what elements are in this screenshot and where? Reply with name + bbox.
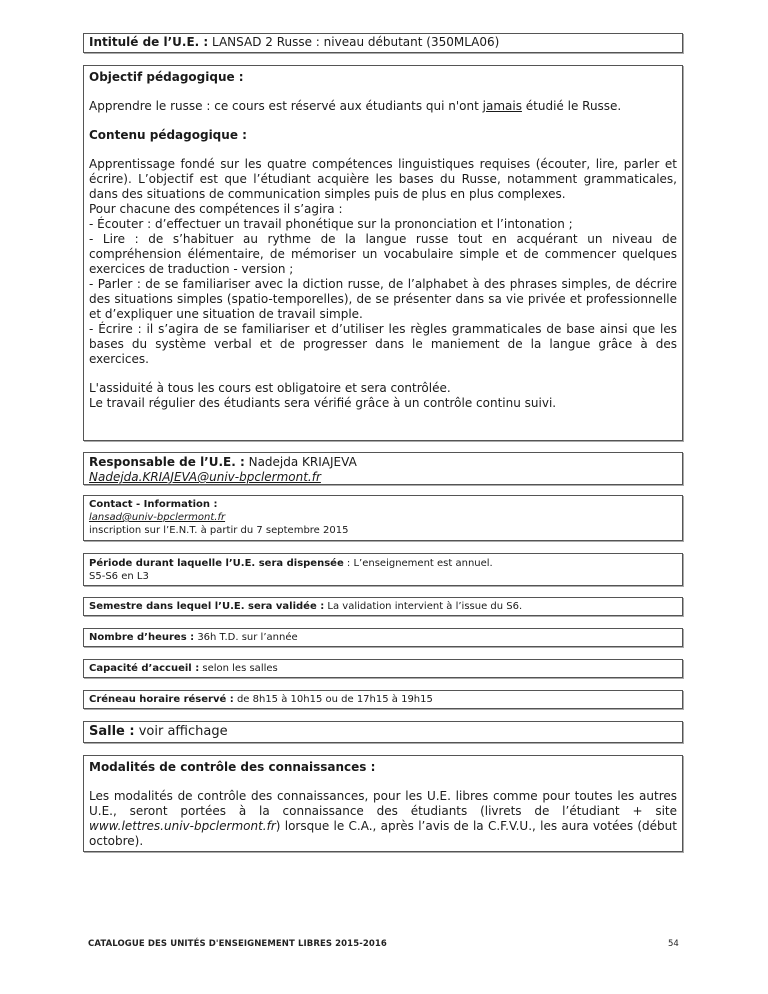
modalites-text [89, 789, 677, 849]
objectif-label: Objectif pédagogique : [89, 70, 244, 84]
semestre-box [83, 597, 683, 616]
heures-label: Nombre d’heures : [89, 632, 195, 643]
footer-catalogue-title: CATALOGUE DES UNITÉS D'ENSEIGNEMENT LIBRES 2015-2016 [88, 939, 387, 949]
intitule-label: Intitulé de l’U.E. : [89, 35, 209, 49]
objectif-contenu-box [83, 65, 683, 441]
contact-label: Contact - Information : [89, 499, 218, 510]
contenu-lead: Pour chacune des compétences il s’agira : [89, 202, 343, 216]
modalites-box [83, 755, 683, 852]
contact-box [83, 495, 683, 541]
capacite-box [83, 659, 683, 678]
semestre-label: Semestre dans lequel l’U.E. sera validée : [89, 601, 325, 612]
responsable-name: Nadejda KRIAJEVA [244, 455, 357, 469]
creneau-label: Créneau horaire réservé : [89, 694, 234, 705]
salle-label: Salle : [89, 724, 135, 739]
contact-inscription: inscription sur l’E.N.T. à partir du 7 septembre 2015 [89, 525, 349, 536]
footer-page-number: 54 [668, 939, 679, 949]
contenu-note-controle: Le travail régulier des étudiants sera vérifié grâce à un contrôle continu suivi. [89, 396, 557, 410]
responsable-email-link[interactable]: Nadejda.KRIAJEVA@univ-bpclermont.fr [89, 470, 321, 484]
responsable-box [83, 452, 683, 485]
periode-label: Période durant laquelle l’U.E. sera dispensée [89, 558, 344, 569]
contenu-item-parler: - Parler : de se familiariser avec la diction russe, de l’alphabet à des phrases simples, de décrire des situations simples (spatio-temporelles), de se présenter dans sa vie privée et professionnelle et d’expliquer une situation de travail simple. [89, 277, 677, 321]
creneau-box [83, 690, 683, 709]
intitule-value: LANSAD 2 Russe : niveau débutant (350MLA06) [208, 35, 500, 49]
heures-box [83, 628, 683, 647]
capacite-value: selon les salles [199, 663, 278, 674]
contenu-intro: Apprentissage fondé sur les quatre compétences linguistiques requises (écouter, lire, parler et écrire). L’objectif est que l’étudiant acquière les bases du Russe, notamment grammaticales, dans des situations de communication simples puis de plus en plus complexes. [89, 157, 677, 201]
heures-value: 36h T.D. sur l’année [194, 632, 298, 643]
contenu-item-lire: - Lire : de s’habituer au rythme de la langue russe tout en acquérant un niveau de compréhension élémentaire, de mémoriser un vocabulaire simple et de commencer quelques exercices de traduction - version ; [89, 232, 677, 276]
salle-box [83, 721, 683, 743]
objectif-emphasis: jamais [482, 99, 522, 113]
capacite-label: Capacité d’accueil : [89, 663, 200, 674]
lettres-website-link[interactable]: www.lettres.univ-bpclermont.fr [89, 819, 276, 833]
contenu-item-ecrire: - Écrire : il s’agira de se familiariser et d’utiliser les règles grammaticales de base ainsi que les bases du système verbal et de progresser dans le maniement de la langue grâce à des exercices. [89, 322, 677, 366]
objectif-text-after: étudié le Russe. [521, 99, 622, 113]
modalites-label: Modalités de contrôle des connaissances : [89, 760, 376, 774]
creneau-value: de 8h15 à 10h15 ou de 17h15 à 19h15 [233, 694, 433, 705]
periode-box [83, 553, 683, 586]
salle-value: voir affichage [134, 724, 228, 739]
periode-line2: S5-S6 en L3 [89, 571, 149, 582]
contenu-label: Contenu pédagogique : [89, 128, 247, 142]
modalites-text-after: ) lorsque le C.A., après l’avis de la C.F.V.U., les aura votées (début octobre). [89, 819, 677, 848]
intitule-box [83, 33, 683, 53]
contenu-note-assiduite: L'assiduité à tous les cours est obligatoire et sera contrôlée. [89, 381, 451, 395]
objectif-text-before: Apprendre le russe : ce cours est réservé aux étudiants qui n'ont [89, 99, 483, 113]
objectif-text [89, 99, 677, 114]
modalites-text-before: Les modalités de contrôle des connaissances, pour les U.E. libres comme pour toutes les autres U.E., seront portées à la connaissance des étudiants (livrets de l’étudiant + site [89, 789, 677, 818]
responsable-label: Responsable de l’U.E. : [89, 455, 245, 469]
semestre-value: La validation intervient à l’issue du S6. [324, 601, 523, 612]
periode-value: : L’enseignement est annuel. [343, 558, 493, 569]
contenu-item-ecouter: - Écouter : d’effectuer un travail phonétique sur la prononciation et l’intonation ; [89, 217, 573, 231]
contact-email-link[interactable]: lansad@univ-bpclermont.fr [89, 512, 226, 523]
